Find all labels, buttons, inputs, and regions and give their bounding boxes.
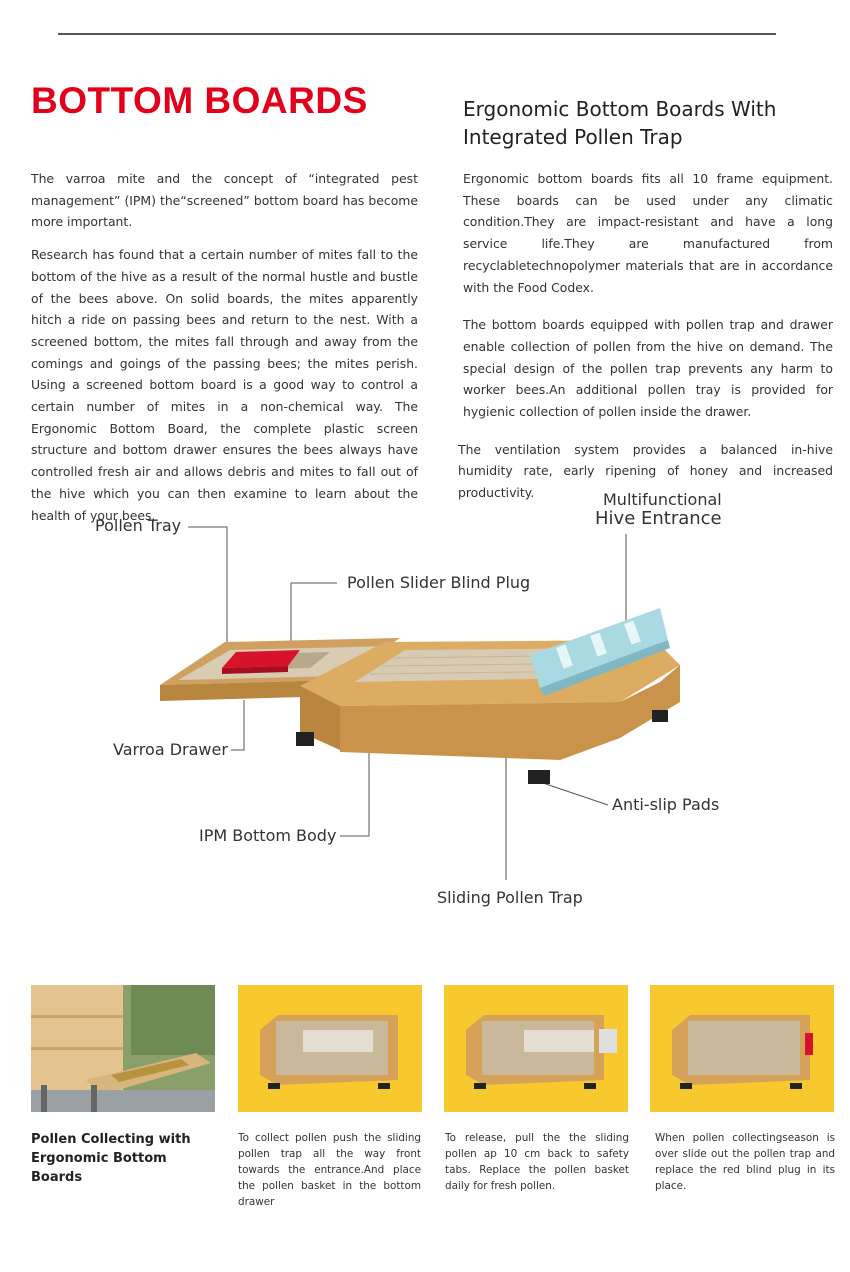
- bottom-board-illustration: [0, 470, 850, 940]
- label-pollen-tray: Pollen Tray: [95, 516, 182, 535]
- top-rule: [58, 33, 776, 35]
- label-anti-slip-pads: Anti-slip Pads: [612, 795, 720, 814]
- gallery-caption-3: When pollen collectingseason is over slide out the pollen trap and replace the red blind plug in its place.: [655, 1132, 835, 1192]
- hive-photo: [31, 985, 215, 1112]
- label-pollen-slider: Pollen Slider Blind Plug: [347, 573, 531, 592]
- label-varroa-drawer: Varroa Drawer: [113, 740, 228, 759]
- paragraph: Research has found that a certain number of mites fall to the bottom of the hive as a result of the normal hustle and bustle of the bees above. On solid boards, the mites apparently hitch a ride on passing bees and return to the nest. With a screened bottom, the mites fall through and away from the comings and goings of the passing bees; the mites perish. Using a screened bottom board is a good way to control a certain number of mites in a non-chemical way. The Ergonomic Bottom Board, the complete plastic screen structure and bottom drawer ensures the bees always have controlled fresh air and allows debris and mites to fall out of the hive which you can then examine to learn about the health of your bees.: [31, 247, 418, 523]
- gallery-caption-2: To release, pull the the sliding pollen ap 10 cm back to safety tabs. Replace the pollen basket daily for fresh pollen.: [445, 1132, 629, 1192]
- label-multifunctional: Multifunctional: [603, 490, 722, 509]
- step-photo-1: [238, 985, 422, 1112]
- product-diagram: [0, 470, 850, 940]
- label-ipm-bottom-body: IPM Bottom Body: [199, 826, 337, 845]
- label-hive-entrance: Hive Entrance: [595, 508, 722, 529]
- page-title: BOTTOM BOARDS: [31, 80, 368, 121]
- paragraph: The ventilation system provides a balanced in-hive humidity rate, early ripening of honey and increased productivity.: [458, 441, 833, 501]
- gallery-caption-1: To collect pollen push the sliding pollen trap all the way front towards the entrance.And place the pollen basket in the bottom drawer: [238, 1132, 421, 1208]
- gallery-main-caption: Pollen Collecting with Ergonomic Bottom Boards: [31, 1132, 191, 1185]
- paragraph: Ergonomic bottom boards fits all 10 frame equipment. These boards can be used under any climatic condition.They are impact-resistant and have a long service life.They are manufactured from recyclabletechnopolymer materials that are in accordance with the Food Codex.: [463, 171, 833, 295]
- paragraph: The varroa mite and the concept of “integrated pest management” (IPM) the“screened” bottom board has become more important.: [31, 171, 418, 230]
- right-column: [458, 168, 833, 515]
- label-sliding-pollen-trap: Sliding Pollen Trap: [437, 888, 583, 907]
- step-photo-3: [650, 985, 834, 1112]
- step-photo-2: [444, 985, 628, 1112]
- paragraph: The bottom boards equipped with pollen trap and drawer enable collection of pollen from the hive on demand. The special design of the pollen trap prevents any harm to worker bees.An additional pollen tray is provided for hygienic collection of pollen inside the drawer.: [463, 317, 833, 420]
- section-subtitle: Ergonomic Bottom Boards With Integrated Pollen Trap: [463, 97, 777, 149]
